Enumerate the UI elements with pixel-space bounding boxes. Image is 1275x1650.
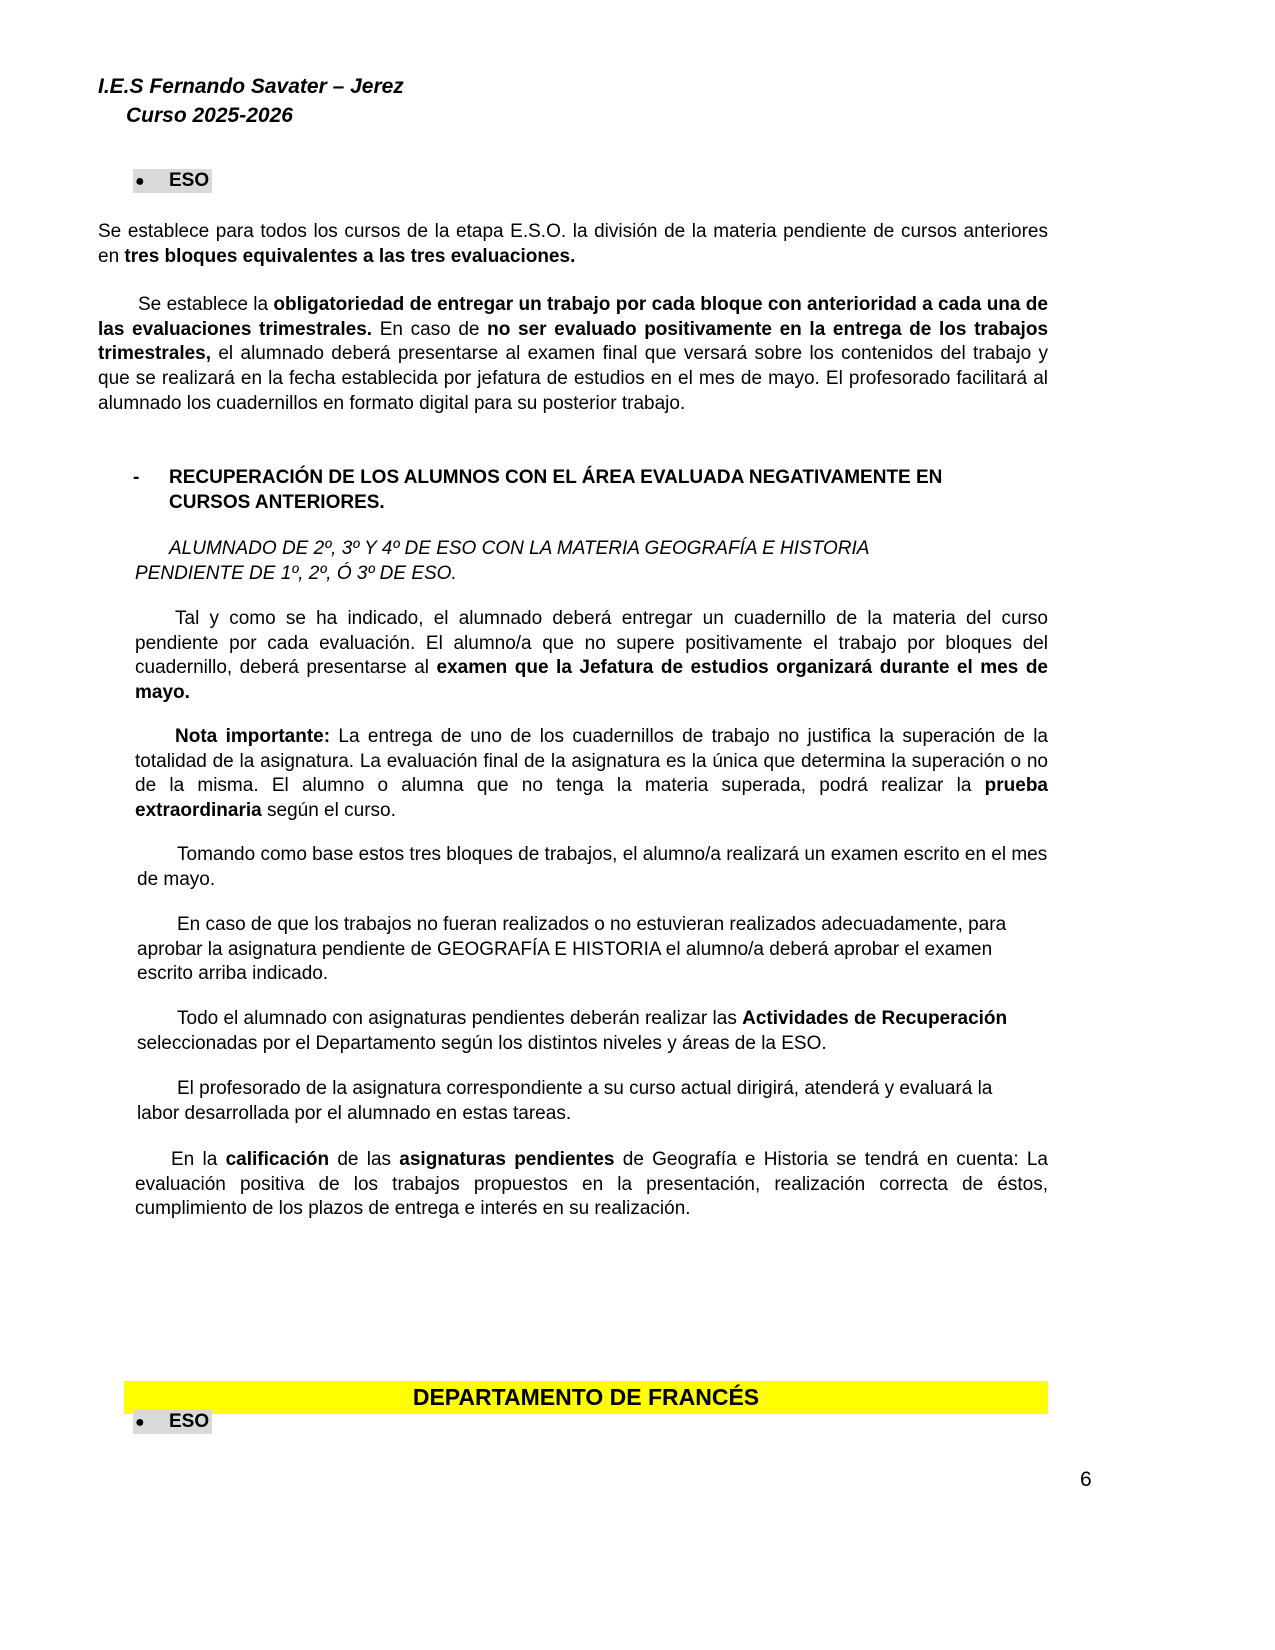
text-run: Todo el alumnado con asignaturas pendientes deberán realizar las [177,1008,743,1029]
paragraph-obligation [98,293,1048,417]
text-run: de Geografía e Historia se tendrá en cuenta: La evaluación positiva de los trabajos propuestos en la presentación, realización correcta de éstos, cumplimiento de los plazos de entrega e interés en su realización. [135,1149,1048,1220]
recovery-heading: RECUPERACIÓN DE LOS ALUMNOS CON EL ÁREA EVALUADA NEGATIVAMENTE EN CURSOS ANTERIORES. [169,467,943,513]
text-run: seleccionadas por el Departamento según los distintos niveles y áreas de la ESO. [137,1032,827,1054]
bold-run: tres bloques equivalentes a las tres evaluaciones. [124,245,576,267]
paragraph-no-work [137,913,1048,987]
bullet-icon: ● [135,1414,145,1431]
bold-run: prueba extraordinaria [135,775,1048,822]
bold-run: Actividades de Recuperación [742,1008,1008,1029]
bold-run: Nota importante: [175,726,331,747]
department-heading: DEPARTAMENTO DE FRANCÉS [124,1381,1048,1414]
section-tag-eso [133,1410,212,1434]
paragraph-teachers [137,1077,1037,1126]
section-label: ESO [169,1411,210,1432]
bullet-icon: ● [135,173,145,190]
recovery-subheading [135,537,1035,586]
bold-run: examen que la Jefatura de estudios organizará durante el mes de mayo. [135,657,1048,704]
bold-run: no ser evaluado positivamente en la entrega de los trabajos trimestrales, [98,318,1049,365]
text-run: Se establece para todos los cursos de la etapa E.S.O. la división de la materia pendiente de cursos anteriores en [98,221,1048,267]
bold-run: obligatoriedad de entregar un trabajo por cada bloque con anterioridad a cada una de las evaluaciones trimestrales. [98,294,1048,340]
school-year: Curso 2025-2026 [126,104,293,127]
text-run: de las [329,1149,400,1170]
document-header [98,72,404,130]
subheading-line: ALUMNADO DE 2º, 3º Y 4º DE ESO CON LA MATERIA GEOGRAFÍA E HISTORIA [169,538,870,559]
dash-marker: - [133,467,140,488]
section-tag-eso [133,169,212,193]
bold-run: calificación [225,1149,330,1170]
paragraph-notebook [135,607,1048,706]
section-label: ESO [169,170,210,191]
paragraph-important-note [135,725,1048,824]
text-run: Tal y como se ha indicado, el alumnado deberá entregar un cuadernillo de la materia del curso pendiente por cada evaluación. El alumno/a que no supere positivamente el trabajo por bloques del cuadernillo, deberá presentarse al [135,608,1048,679]
text-run: En caso de que los trabajos no fueran realizados o no estuvieran realizados adecuadamente, para aprobar la asignatura pendiente de GEOGRAFÍA E HISTORIA el alumno/a deberá aprobar el examen escrito arriba indicado. [137,914,1007,985]
text-run: La entrega de uno de los cuadernillos de trabajo no justifica la superación de la totalidad de la asignatura. La evaluación final de la asignatura es la única que determina la superación o no de la misma. El alumno o alumna que no tenga la materia superada, podrá realizar la [135,726,1048,797]
text-run: En la [171,1149,226,1170]
subheading-line: PENDIENTE DE 1º, 2º, Ó 3º DE ESO. [135,562,457,584]
school-name: I.E.S Fernando Savater – Jerez [98,75,404,98]
page-number: 6 [1080,1468,1092,1491]
text-run: En caso de [372,318,488,340]
text-run: el alumnado deberá presentarse al examen final que versará sobre los contenidos del trabajo y que se realizará en la fecha establecida por jefatura de estudios en el mes de mayo. El profesorado facilitará al alumnado los cuadernillos en formato digital para su posterior trabajo. [98,343,1048,414]
paragraph-grading [135,1148,1048,1222]
text-run: Tomando como base estos tres bloques de trabajos, el alumno/a realizará un examen escrito en el mes de mayo. [137,844,1048,890]
paragraph-activities [137,1007,1048,1056]
paragraph-exam [137,843,1048,892]
text-run: Se establece la [138,294,274,315]
text-run: según el curso. [261,800,396,822]
paragraph-blocks [98,220,1048,269]
text-run: El profesorado de la asignatura correspondiente a su curso actual dirigirá, atenderá y evaluará la labor desarrollada por el alumnado en estas tareas. [137,1078,993,1124]
bold-run: asignaturas pendientes [399,1149,615,1170]
